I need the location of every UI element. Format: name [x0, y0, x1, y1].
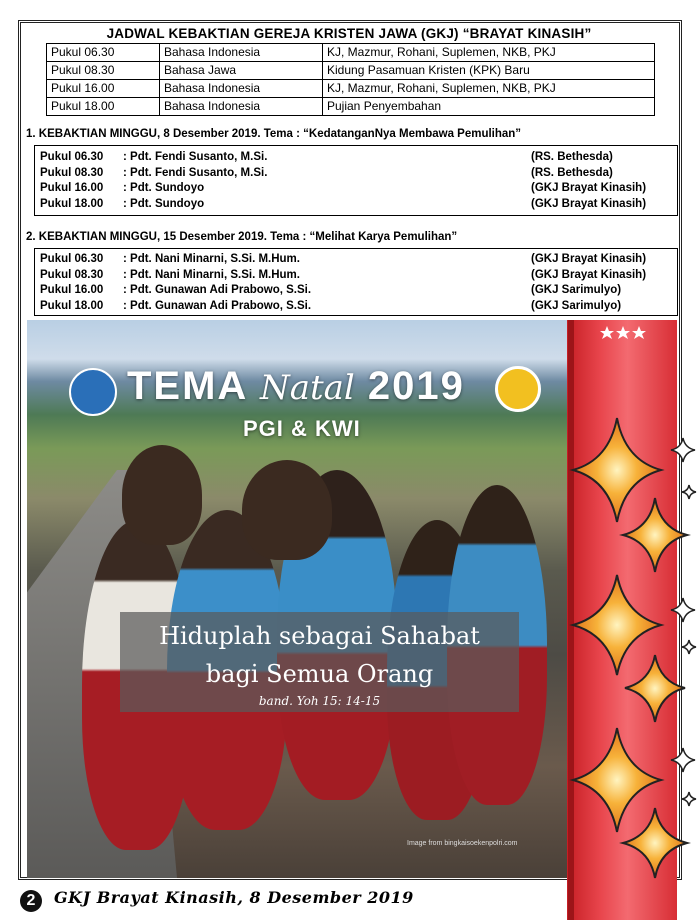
table-cell-time: Pukul 06.30: [47, 44, 160, 62]
service-2-heading: 2. KEBAKTIAN MINGGU, 15 Desember 2019. Tema : “Melihat Karya Pemulihan”: [26, 231, 458, 243]
star-decorations: [567, 320, 698, 923]
service-location: (GKJ Brayat Kinasih): [531, 268, 647, 281]
table-row: [47, 80, 655, 98]
service-location: (GKJ Sarimulyo): [531, 284, 622, 296]
four-point-star-icon: [623, 498, 687, 572]
sparkle-icon: [682, 640, 696, 654]
list-item: [35, 197, 677, 213]
list-item: [35, 166, 677, 182]
table-cell-hymnals: Kidung Pasamuan Kristen (KPK) Baru: [323, 62, 655, 80]
small-star-icon: [600, 326, 646, 339]
four-point-star-icon: [573, 575, 661, 675]
service-1-heading: 1. KEBAKTIAN MINGGU, 8 Desember 2019. Tema : “KedatanganNya Membawa Pemulihan”: [26, 128, 522, 140]
sparkle-icon: [682, 485, 696, 499]
service-time: Pukul 08.30: [40, 166, 104, 179]
page-number: 2: [20, 890, 42, 912]
table-row: [47, 98, 655, 116]
poster-theme-title: TEMA Natal 2019: [127, 364, 465, 408]
service-time: Pukul 08.30: [40, 268, 104, 281]
table-cell-hymnals: KJ, Mazmur, Rohani, Suplemen, NKB, PKJ: [323, 80, 655, 98]
service-1-box: [34, 145, 678, 216]
preacher-name: : Pdt. Fendi Susanto, M.Si.: [123, 151, 268, 163]
table-row: [47, 44, 655, 62]
list-item: [35, 268, 677, 284]
page-title: JADWAL KEBAKTIAN GEREJA KRISTEN JAWA (GKJ) “BRAYAT KINASIH”: [106, 26, 592, 41]
service-time: Pukul 06.30: [40, 151, 104, 163]
sparkle-icon: [671, 598, 695, 622]
four-point-star-icon: [625, 655, 685, 722]
sparkle-icon: [671, 438, 695, 462]
service-location: (RS. Bethesda): [531, 166, 613, 179]
christmas-theme-poster: [27, 320, 570, 878]
sparkle-icon: [682, 792, 696, 806]
kwi-logo-icon: [495, 366, 541, 412]
service-time: Pukul 18.00: [40, 197, 104, 210]
preacher-name: : Pdt. Gunawan Adi Prabowo, S.Si.: [123, 299, 312, 312]
list-item: [35, 181, 677, 197]
child-figure: [242, 460, 332, 560]
table-cell-hymnals: Pujian Penyembahan: [323, 98, 655, 116]
four-point-star-icon: [623, 808, 687, 878]
footer-text: GKJ Brayat Kinasih, 8 Desember 2019: [54, 888, 414, 907]
preacher-name: : Pdt. Fendi Susanto, M.Si.: [123, 166, 268, 179]
service-time: Pukul 16.00: [40, 284, 104, 296]
list-item: [35, 299, 677, 315]
service-time: Pukul 18.00: [40, 299, 104, 312]
image-credit: Image from bingkaisoekenpolri.com: [407, 840, 518, 847]
verse-reference: band. Yoh 15: 14-15: [258, 694, 381, 708]
service-language-table: [46, 43, 655, 116]
poster-org: PGI & KWI: [243, 416, 361, 441]
preacher-name: : Pdt. Gunawan Adi Prabowo, S.Si.: [123, 284, 312, 296]
table-cell-time: Pukul 16.00: [47, 80, 160, 98]
table-cell-time: Pukul 18.00: [47, 98, 160, 116]
table-cell-hymnals: KJ, Mazmur, Rohani, Suplemen, NKB, PKJ: [323, 44, 655, 62]
table-cell-language: Bahasa Indonesia: [160, 98, 323, 116]
table-row: [47, 62, 655, 80]
table-cell-language: Bahasa Indonesia: [160, 44, 323, 62]
service-location: (GKJ Brayat Kinasih): [531, 197, 647, 210]
preacher-name: : Pdt. Nani Minarni, S.Si. M.Hum.: [123, 268, 300, 281]
service-time: Pukul 06.30: [40, 253, 104, 265]
table-cell-time: Pukul 08.30: [47, 62, 160, 80]
verse-line-1: Hiduplah sebagai Sahabat: [159, 622, 480, 650]
preacher-name: : Pdt. Sundoyo: [123, 197, 205, 210]
preacher-name: : Pdt. Nani Minarni, S.Si. M.Hum.: [123, 253, 300, 265]
list-item: [35, 283, 677, 299]
four-point-star-icon: [573, 728, 661, 832]
four-point-star-icon: [573, 418, 661, 522]
service-time: Pukul 16.00: [40, 182, 104, 194]
list-item: [35, 150, 677, 166]
service-location: (GKJ Brayat Kinasih): [531, 253, 647, 265]
service-location: (RS. Bethesda): [531, 151, 613, 163]
oikoumene-logo-icon: [69, 368, 117, 416]
service-2-box: [34, 248, 678, 316]
table-cell-language: Bahasa Jawa: [160, 62, 323, 80]
child-figure: [122, 445, 202, 545]
list-item: [35, 252, 677, 268]
preacher-name: : Pdt. Sundoyo: [123, 182, 205, 194]
verse-line-2: bagi Semua Orang: [205, 660, 434, 688]
service-location: (GKJ Brayat Kinasih): [531, 182, 647, 194]
service-location: (GKJ Sarimulyo): [531, 299, 622, 312]
table-cell-language: Bahasa Indonesia: [160, 80, 323, 98]
sparkle-icon: [671, 748, 695, 772]
